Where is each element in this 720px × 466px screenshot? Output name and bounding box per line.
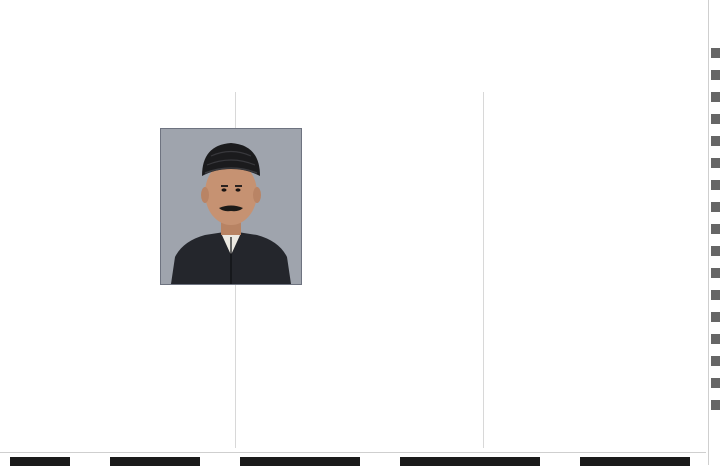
next-article-strip — [0, 452, 706, 466]
column-divider — [483, 92, 484, 448]
column-3-bottom — [2, 310, 232, 450]
adjacent-article-column — [708, 0, 720, 465]
headline-band — [0, 0, 706, 88]
article-body — [0, 88, 706, 453]
portrait-illustration — [161, 129, 301, 284]
article-column-1 — [486, 88, 704, 453]
article-headline — [12, 2, 692, 82]
portrait-photo — [160, 128, 302, 285]
column-3-top — [2, 88, 232, 128]
